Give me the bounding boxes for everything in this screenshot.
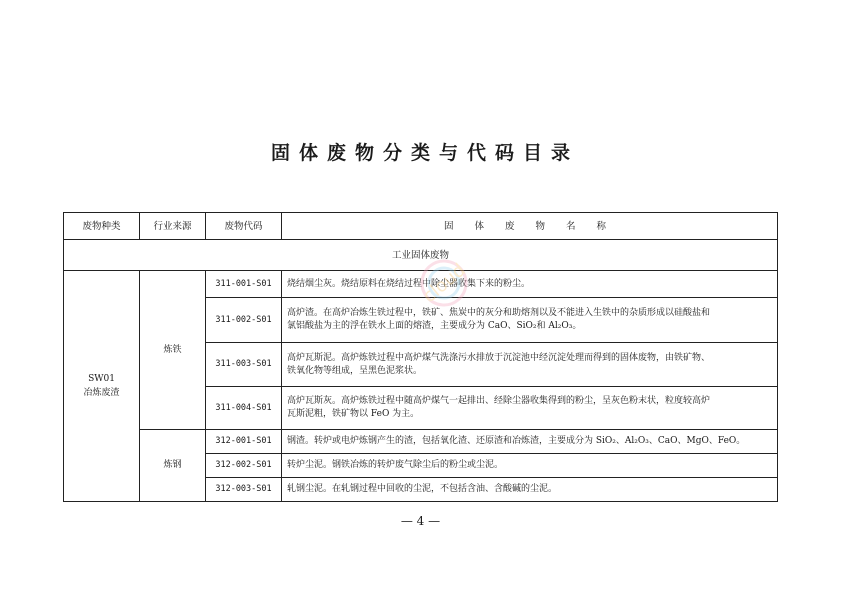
industry-steelmaking: 炼钢 xyxy=(140,430,206,502)
waste-description xyxy=(282,478,778,502)
description-line: 轧钢尘泥。在轧钢过程中回收的尘泥，不包括含油、含酸碱的尘泥。 xyxy=(287,484,558,494)
table-header-row xyxy=(64,213,778,240)
table-row xyxy=(64,430,778,454)
header-name: 固 体 废 物 名 称 xyxy=(282,213,778,240)
waste-description xyxy=(282,298,778,343)
description-line: 钢渣。转炉或电炉炼钢产生的渣，包括氧化渣、还原渣和冶炼渣，主要成分为 SiO₂、Al₂O₃、CaO、MgO、FeO。 xyxy=(287,436,746,446)
waste-description xyxy=(282,387,778,430)
waste-catalog-table xyxy=(63,212,778,502)
waste-code: 311-001-S01 xyxy=(206,271,282,298)
waste-code: 312-002-S01 xyxy=(206,454,282,478)
page-number: — 4 — xyxy=(400,514,441,528)
waste-description xyxy=(282,454,778,478)
industry-ironmaking: 炼铁 xyxy=(140,271,206,430)
waste-description xyxy=(282,271,778,298)
description-line: 氯铝酸盐为主的浮在铁水上面的熔渣，主要成分为 CaO、SiO₂和 Al₂O₃。 xyxy=(287,321,582,331)
header-industry: 行业来源 xyxy=(140,213,206,240)
category-name: 冶炼废渣 xyxy=(83,388,120,398)
description-line: 转炉尘泥。钢铁冶炼的转炉废气除尘后的粉尘或尘泥。 xyxy=(287,460,504,470)
waste-description xyxy=(282,343,778,387)
description-line: 高炉瓦斯灰。高炉炼铁过程中随高炉煤气一起排出、经除尘器收集得到的粉尘，呈灰色粉末状，粒度较高炉 xyxy=(287,396,711,406)
waste-code: 311-004-S01 xyxy=(206,387,282,430)
header-category: 废物种类 xyxy=(64,213,140,240)
description-line: 高炉瓦斯泥。高炉炼铁过程中高炉煤气洗涤污水排放于沉淀池中经沉淀处理而得到的固体废物，由铁矿物、 xyxy=(287,352,711,363)
table-row xyxy=(64,271,778,298)
description-line: 烧结烟尘灰。烧结原料在烧结过程中除尘器收集下来的粉尘。 xyxy=(287,278,531,289)
waste-description xyxy=(282,430,778,454)
page-title: 固体废物分类与代码目录 xyxy=(270,142,579,164)
waste-code: 311-003-S01 xyxy=(206,343,282,387)
section-label: 工业固体废物 xyxy=(64,240,778,271)
description-line: 瓦斯泥粗，铁矿物以 FeO 为主。 xyxy=(287,409,420,419)
category-cell xyxy=(64,271,140,502)
header-code: 废物代码 xyxy=(206,213,282,240)
section-row xyxy=(64,240,778,271)
category-code: SW01 xyxy=(88,374,115,384)
waste-code: 312-003-S01 xyxy=(206,478,282,502)
waste-code: 312-001-S01 xyxy=(206,430,282,454)
watermark-text: cloud xyxy=(418,259,470,308)
description-line: 高炉渣。在高炉冶炼生铁过程中，铁矿、焦炭中的灰分和助熔剂以及不能进入生铁中的杂质形成以硅酸盐和 xyxy=(287,308,711,318)
description-line: 铁氧化物等组成，呈黑色泥浆状。 xyxy=(287,365,423,376)
waste-code: 311-002-S01 xyxy=(206,298,282,343)
